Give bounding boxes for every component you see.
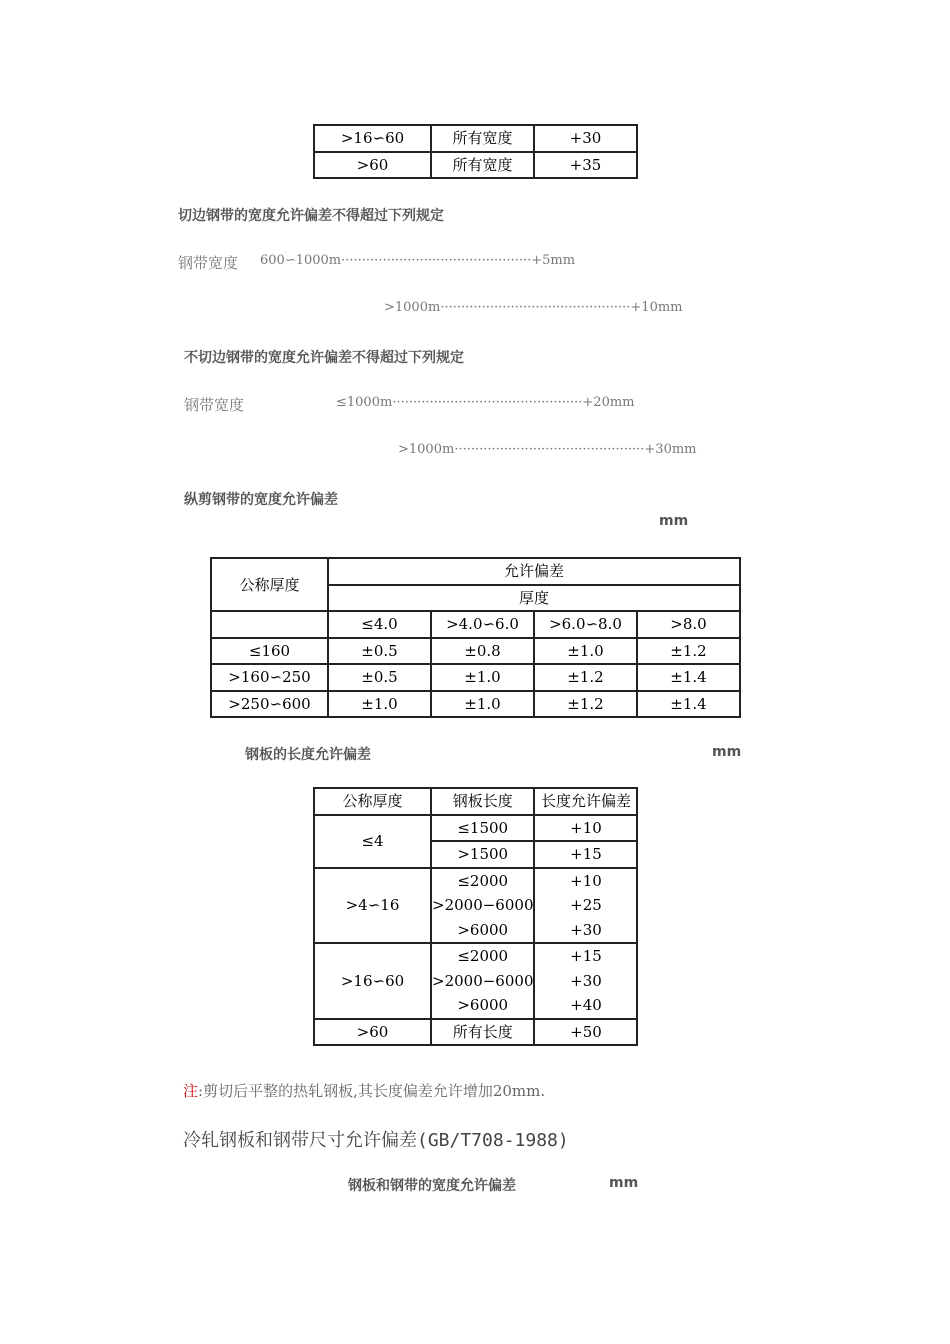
note-text [183,1080,545,1101]
header-cell: >4.0∽6.0 [431,611,534,638]
row-label: >60 [314,1019,431,1046]
table-cell: 所有长度 [431,1019,534,1046]
value-text: +20mm [582,395,635,410]
table-cell [211,611,328,638]
length-heading: 钢板的长度允许偏差 [245,747,371,763]
header-cell: 钢板长度 [431,788,534,815]
table-cell: +10 [534,868,637,894]
table-row [314,152,637,179]
length-unit: mm [712,744,742,760]
table-cell: ±1.4 [637,664,740,691]
row-label: >160∽250 [211,664,328,691]
uncut-edge-line-2 [398,442,697,457]
table-cell: ≤1500 [431,815,534,842]
table-cell: ±1.2 [637,638,740,665]
leader-dots: ·············································· [392,395,583,410]
table-cell: ±1.0 [431,691,534,718]
table-cell: ±1.0 [431,664,534,691]
cut-edge-heading: 切边钢带的宽度允许偏差不得超过下列规定 [178,208,444,224]
table-cell: 所有宽度 [431,125,534,152]
range-text: 600∽1000m [260,253,342,268]
note-body: :剪切后平整的热轧钢板,其长度偏差允许增加20mm. [198,1082,546,1100]
header-cell: >6.0∽8.0 [534,611,637,638]
table-cell: ±1.2 [534,691,637,718]
length-table [313,787,638,1046]
table-row [211,664,740,691]
range-text: >1000m [384,300,441,315]
uncut-edge-label: 钢带宽度 [184,396,245,414]
table-cell: +15 [534,841,637,868]
leader-dots: ·············································· [341,253,532,268]
table-row [314,943,637,969]
cold-rolled-unit: mm [609,1175,639,1191]
note-prefix: 注 [183,1082,199,1100]
table-cell: ≤2000 [431,868,534,894]
header-cell: 长度允许偏差 [534,788,637,815]
uncut-edge-heading: 不切边钢带的宽度允许偏差不得超过下列规定 [184,350,464,366]
table-row [314,868,637,894]
table-cell: >16∽60 [314,125,431,152]
table-cell: ±0.8 [431,638,534,665]
header-cell: >8.0 [637,611,740,638]
header-cell: 公称厚度 [211,558,328,611]
table-cell: >2000−6000 [431,893,534,918]
cut-edge-line-1 [260,253,575,268]
table-row [314,788,637,815]
table-cell: >60 [314,152,431,179]
leader-dots: ·············································· [454,442,645,457]
cold-rolled-title: 冷轧钢板和钢带尺寸允许偏差(GB/T708-1988) [183,1130,569,1151]
table-cell: ±1.0 [328,691,431,718]
table-row [314,125,637,152]
leader-dots: ·············································· [440,300,631,315]
range-text: >1000m [398,442,455,457]
table-cell: +15 [534,943,637,969]
row-label: ≤160 [211,638,328,665]
table-cell: ±1.4 [637,691,740,718]
range-text: ≤1000m [336,395,393,410]
table-cell: ±1.0 [534,638,637,665]
table-cell: >2000−6000 [431,969,534,994]
table-cell: ≤2000 [431,943,534,969]
value-text: +5mm [531,253,576,268]
header-cell: 允许偏差 [328,558,740,585]
table-cell: >6000 [431,993,534,1019]
table-row [211,691,740,718]
table-cell: +25 [534,893,637,918]
table-cell: ±1.2 [534,664,637,691]
header-cell: ≤4.0 [328,611,431,638]
table-cell: 所有宽度 [431,152,534,179]
value-text: +30mm [644,442,697,457]
table-cell: ±0.5 [328,638,431,665]
table-row [314,1019,637,1046]
table-cell: +10 [534,815,637,842]
slit-width-table [210,557,741,718]
row-label: >16∽60 [314,943,431,1019]
table-cell: ±0.5 [328,664,431,691]
table-cell: +50 [534,1019,637,1046]
table-row [211,611,740,638]
slit-unit: mm [659,513,689,529]
row-label: >4∽16 [314,868,431,944]
table-row [211,638,740,665]
table-cell: >1500 [431,841,534,868]
value-text: +10mm [630,300,683,315]
row-label: >250∽600 [211,691,328,718]
table-row [314,815,637,842]
table-cell: +35 [534,152,637,179]
table-cell: +30 [534,969,637,994]
table-cell: +30 [534,125,637,152]
cut-edge-label: 钢带宽度 [178,254,239,272]
header-cell: 公称厚度 [314,788,431,815]
table-cell: >6000 [431,918,534,944]
table-cell: +30 [534,918,637,944]
table-cell: +40 [534,993,637,1019]
slit-heading: 纵剪钢带的宽度允许偏差 [184,492,338,508]
top-width-table [313,124,638,179]
uncut-edge-line-1 [336,395,635,410]
table-row [211,558,740,585]
cut-edge-line-2 [384,300,683,315]
row-label: ≤4 [314,815,431,868]
header-cell: 厚度 [328,585,740,612]
cold-rolled-subheading: 钢板和钢带的宽度允许偏差 [348,1178,516,1194]
